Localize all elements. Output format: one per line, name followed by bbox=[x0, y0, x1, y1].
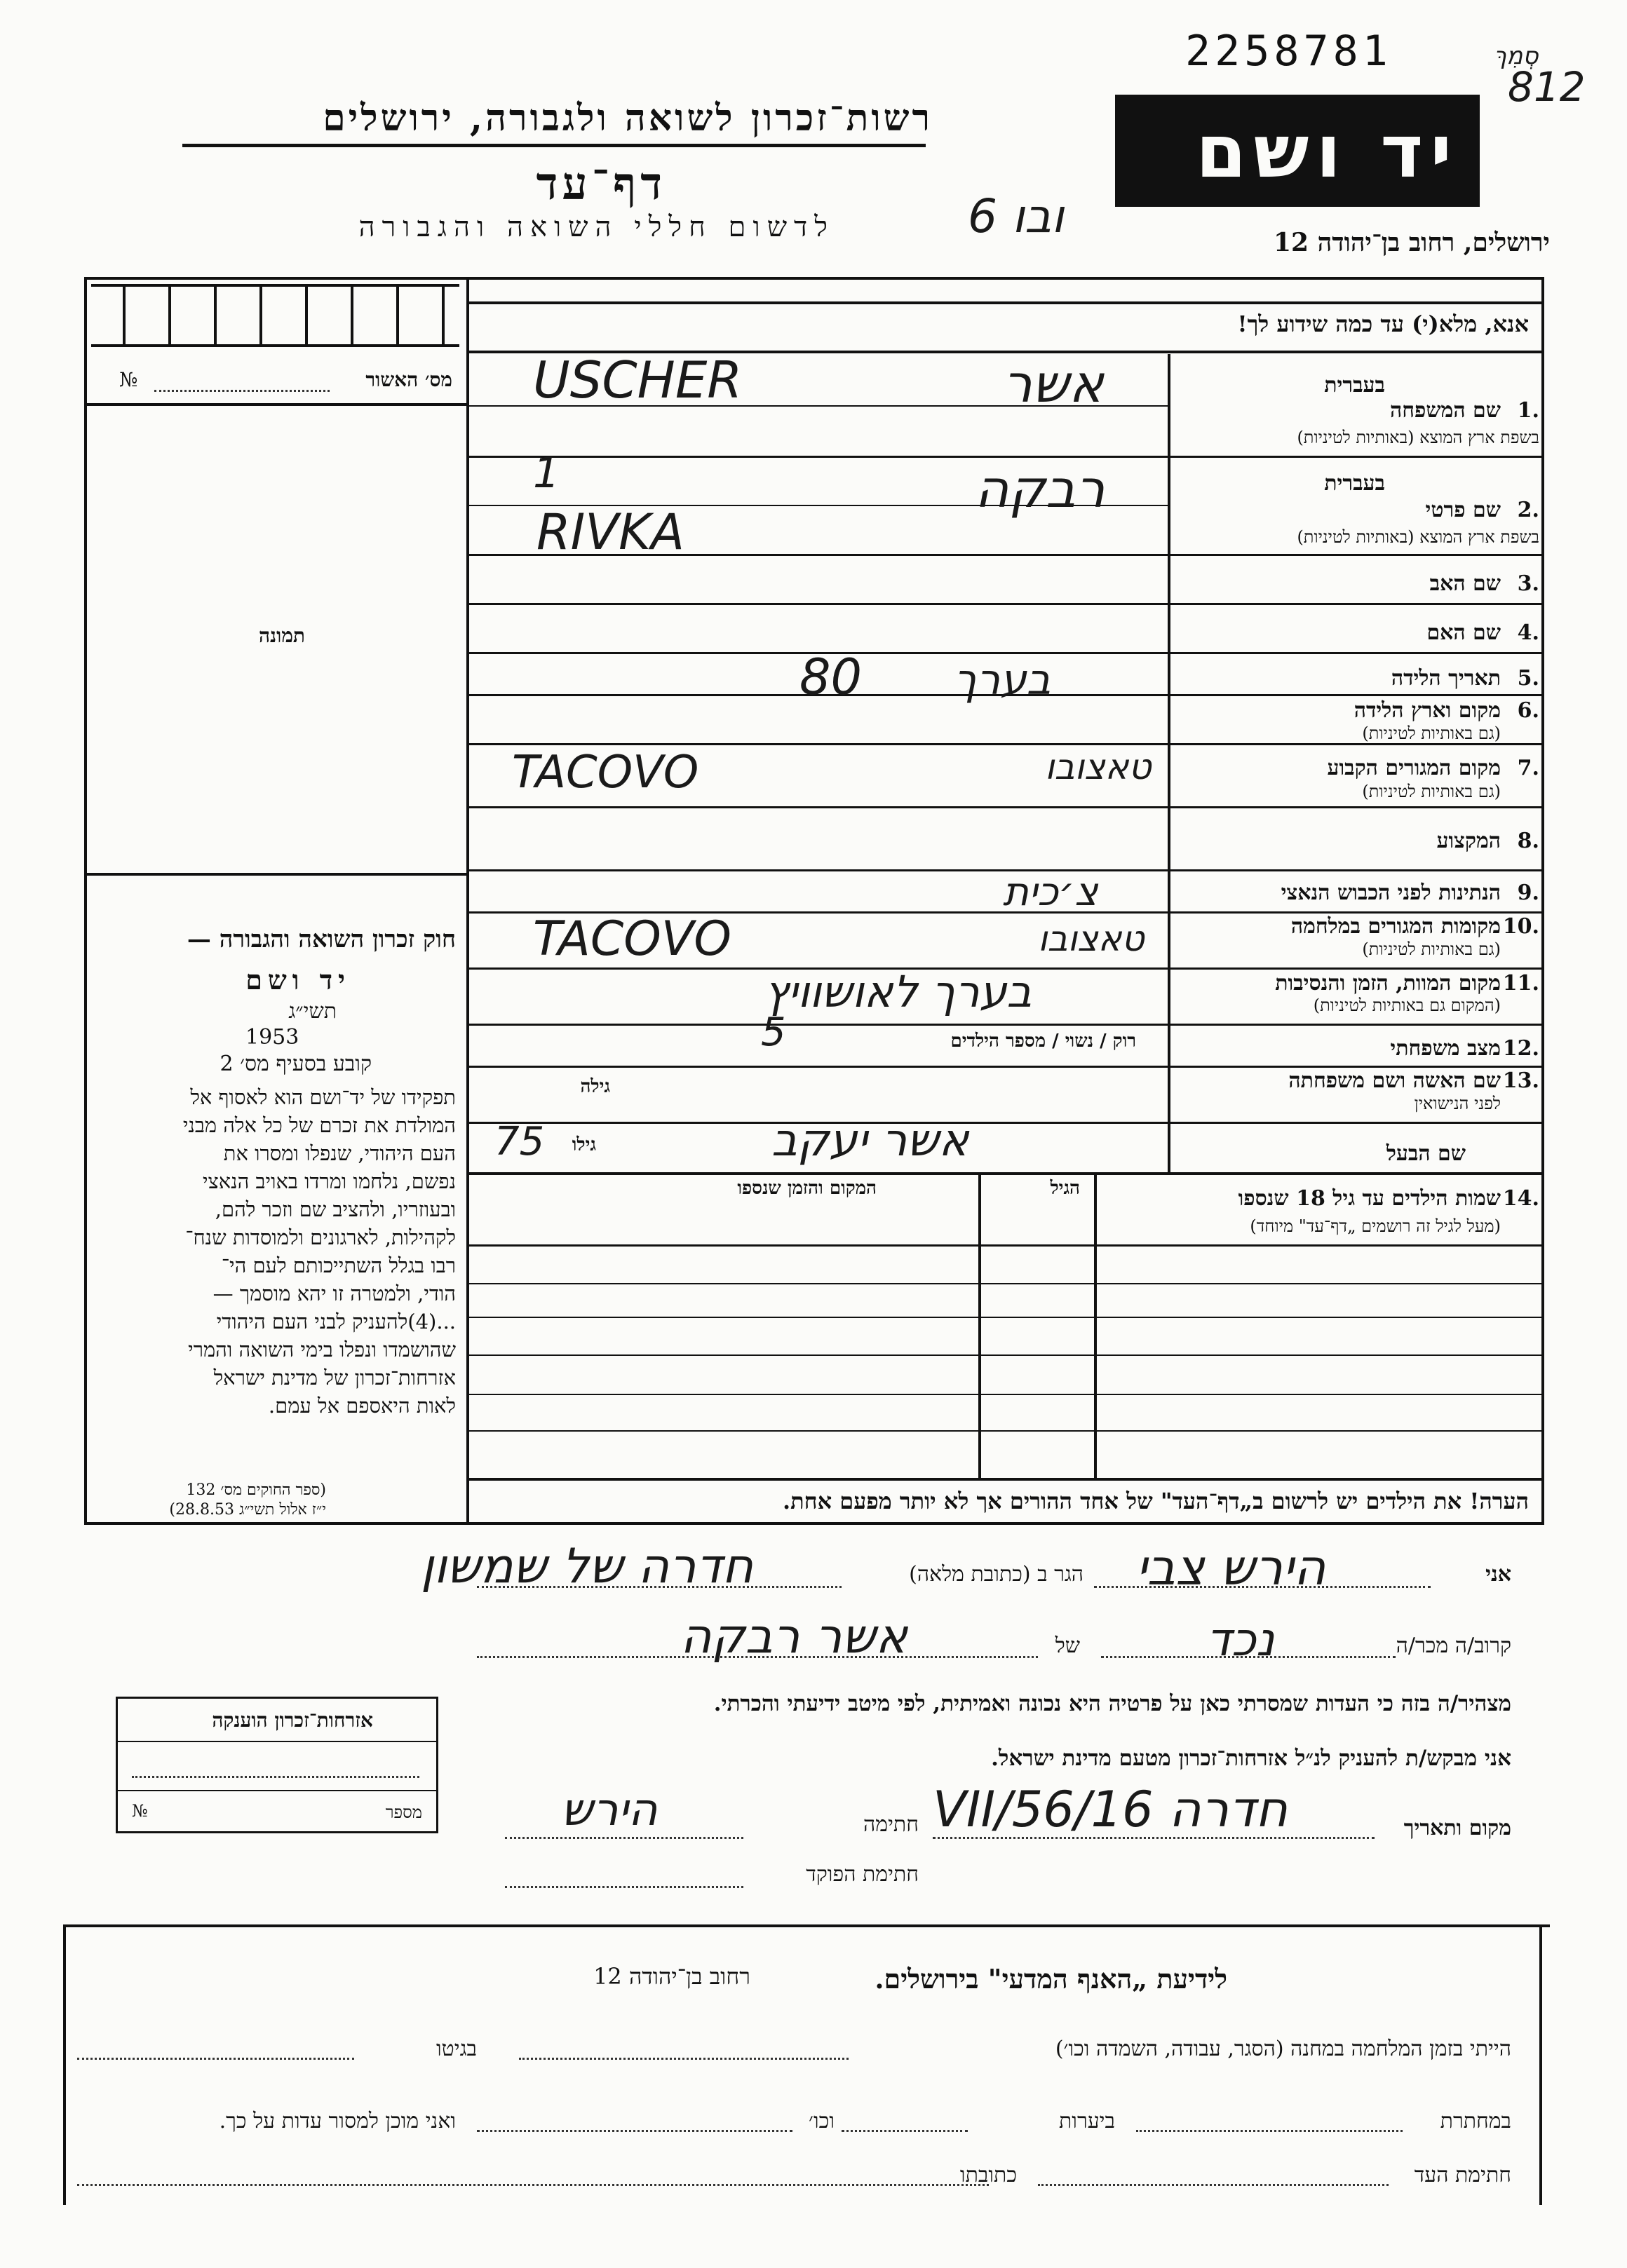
row-line bbox=[469, 806, 1544, 808]
field-4-label: שם האם bbox=[1426, 620, 1501, 645]
law-reference: (ספר החוקים מס׳ 132 bbox=[186, 1481, 326, 1499]
row-line bbox=[469, 1024, 1544, 1026]
hw-place-date: חדרה 16/VII/56 bbox=[933, 1781, 1288, 1838]
field-13-number: 13. bbox=[1502, 1068, 1539, 1093]
top-rule bbox=[466, 301, 1544, 304]
field-9-label: הנתינות לפני הכבוש הנאצי bbox=[1281, 881, 1501, 905]
hw-surname-hebrew: אשר bbox=[1003, 354, 1104, 414]
children-row bbox=[469, 1430, 1544, 1432]
children-col-divider bbox=[1094, 1175, 1097, 1480]
photo-box-top bbox=[84, 403, 466, 406]
photo-label: תמונה bbox=[258, 624, 305, 647]
children-row bbox=[469, 1317, 1544, 1318]
law-text: תפקידו של יד־ושם הוא לאסוף אל המולדת את זכרם של כל אלה מבני העם היהודי, שנפלו ומסרו את נפשם, נלחמו ומרדו באויב הנאצי ובעוזריו, ולהציב שם וזכר להם, לקהילות, לארגונים ולמוסדות שנח־ רבו בגלל השתייכותם לעם הי־ הודי, ולמטרה זו יהא מוסמך — ...(4)להעניק לבני העם היהודי שהושמדו ונפלו בימי השואה והמרי אזרחות־זכרון של מדינת ישראל לאות היאספם אל עמם. bbox=[182, 1085, 456, 1418]
field-6-sub: (גם באותיות לטיניות) bbox=[1362, 724, 1501, 743]
approval-label: מס׳ האשור bbox=[365, 368, 452, 391]
footer-frame-right bbox=[1539, 1924, 1542, 2205]
hw-residence-hebrew: טאצובו bbox=[1045, 747, 1152, 787]
hw-first-mark: 1 bbox=[533, 449, 560, 498]
wife-age-label: גילה bbox=[580, 1076, 610, 1097]
hw-husband-age: 75 bbox=[494, 1119, 545, 1164]
footer-address: רחוב בן־יהודה 12 bbox=[593, 1963, 750, 1990]
footer-title: לידיעת „האנף המדעי" בירושלים. bbox=[875, 1963, 1227, 1995]
hw-surname-latin: USCHER bbox=[533, 351, 743, 409]
husband-label: שם הבעל bbox=[1386, 1141, 1466, 1166]
hw-citizenship: צ׳כית bbox=[1003, 869, 1098, 915]
field-12-label: מצב משפחתי bbox=[1390, 1036, 1501, 1061]
footer-ghetto-line bbox=[77, 2058, 354, 2060]
hw-witness-address: חדרה של שמשון bbox=[421, 1539, 754, 1594]
hw-wartime-latin: TACOVO bbox=[533, 911, 731, 967]
field-6-label: מקום וארץ הלידה bbox=[1353, 698, 1501, 723]
children-table-bottom bbox=[469, 1478, 1544, 1481]
row-line bbox=[469, 652, 1544, 654]
hw-husband: אשר יעקב bbox=[771, 1115, 969, 1167]
address: ירושלים, רחוב בן־יהודה 12 bbox=[1273, 228, 1550, 257]
field-7-sub: (גם באותיות לטיניות) bbox=[1362, 782, 1501, 801]
row-line bbox=[469, 603, 1544, 605]
field-13-label: שם האשה ושם משפחתה bbox=[1288, 1068, 1501, 1093]
law-reference-date: י״ז אלול תשי״ג 28.8.53) bbox=[169, 1501, 326, 1519]
field-7-number: 7. bbox=[1517, 756, 1539, 780]
decl-official-signature: חתימת הפוקד bbox=[806, 1862, 919, 1887]
field-2-label: שם פרטי bbox=[1425, 498, 1501, 522]
footer-underground: במחתרת bbox=[1440, 2109, 1511, 2133]
hw-witness-signature: הירש bbox=[561, 1784, 658, 1836]
footer-address-label: כתובתו bbox=[959, 2163, 1017, 2187]
field-2-side: בעברית bbox=[1324, 471, 1385, 496]
footer-ghetto: בגיטו bbox=[436, 2037, 477, 2061]
field-11-label: מקום המוות, הזמן והנסיבות bbox=[1275, 971, 1501, 996]
footer-frame-left bbox=[63, 1924, 66, 2205]
row-line bbox=[469, 1122, 1544, 1124]
hw-first-latin: RIVKA bbox=[536, 503, 684, 561]
hw-first-hebrew: רבקה bbox=[975, 459, 1105, 520]
field-4-number: 4. bbox=[1517, 620, 1539, 645]
field-10-number: 10. bbox=[1502, 914, 1539, 939]
law-name: יד ושם bbox=[245, 964, 351, 996]
decl-i: אני bbox=[1485, 1562, 1511, 1587]
field-2-sub: בשפת ארץ המוצא (באותיות לטיניות) bbox=[1297, 527, 1539, 547]
children-col-divider bbox=[978, 1175, 981, 1480]
row-line bbox=[469, 1066, 1544, 1068]
citizenship-box-number: מספר bbox=[385, 1802, 422, 1822]
footer-forests: ביערות bbox=[1058, 2109, 1115, 2133]
photo-box-bottom bbox=[84, 873, 466, 876]
field-7-label: מקום המגורים הקבוע bbox=[1327, 756, 1501, 780]
children-number: 14. bbox=[1502, 1186, 1539, 1211]
hw-relation-of: אשר רבקה bbox=[680, 1609, 907, 1664]
law-year: 1953 bbox=[245, 1025, 299, 1050]
field-2-number: 2. bbox=[1517, 498, 1539, 522]
decl-resides: הגר ב (כתובת מלאה) bbox=[909, 1562, 1083, 1587]
footer-address-line bbox=[77, 2184, 989, 2186]
decl-signature: חתימה bbox=[863, 1812, 919, 1837]
footer-witness-signature: חתימת העד bbox=[1414, 2163, 1511, 2187]
field-9-number: 9. bbox=[1517, 881, 1539, 905]
field-3-label: שם האב bbox=[1429, 571, 1501, 596]
form-subtitle: לדשום חללי השואה והגבורה bbox=[358, 211, 835, 243]
yad-vashem-logo: יד ושם bbox=[1115, 95, 1480, 207]
corner-handwritten-note: סְמִךּ bbox=[1494, 42, 1539, 70]
label-column-divider bbox=[1168, 354, 1170, 1174]
reference-boxes bbox=[91, 284, 459, 347]
hw-birth-hebrew: בערך bbox=[954, 656, 1051, 705]
field-6-number: 6. bbox=[1517, 698, 1539, 723]
citizenship-box-no: № bbox=[132, 1801, 148, 1821]
field-1-sub: בשפת ארץ המוצא (באותיות לטיניות) bbox=[1297, 428, 1539, 447]
row-line bbox=[469, 1172, 1544, 1175]
children-row bbox=[469, 1394, 1544, 1395]
law-section: קובע בסעיף מס׳ 2 bbox=[220, 1052, 372, 1076]
law-title: חוק זכרון השואה והגבורה — bbox=[187, 925, 456, 953]
left-panel-divider bbox=[466, 277, 469, 1525]
field-3-number: 3. bbox=[1517, 571, 1539, 596]
corner-handwritten-number: 812 bbox=[1508, 63, 1586, 111]
serial-number: 2258781 bbox=[1185, 27, 1392, 76]
field-5-number: 5. bbox=[1517, 666, 1539, 691]
decl-official-line bbox=[505, 1886, 743, 1888]
footer-etc-line bbox=[477, 2130, 792, 2132]
field-1-number: 1. bbox=[1517, 398, 1539, 423]
row-line bbox=[469, 456, 1544, 458]
children-row bbox=[469, 1354, 1544, 1356]
hw-birth-number: 80 bbox=[799, 649, 863, 706]
children-row bbox=[469, 1244, 1544, 1247]
hw-death: בערך לאושוויץ bbox=[764, 966, 1032, 1017]
husband-age-label: גילו bbox=[572, 1134, 596, 1155]
citizenship-box bbox=[116, 1697, 438, 1833]
footer-camp-line bbox=[519, 2058, 849, 2060]
field-5-label: תאריך הלידה bbox=[1391, 666, 1501, 691]
law-year-hebrew: תשי״ג bbox=[288, 999, 337, 1024]
decl-request: אני מבקש/ת להעניק לנ״ל אזרחות־זכרון מטעם מדינת ישראל. bbox=[991, 1746, 1511, 1771]
field-8-label: המקצוע bbox=[1436, 829, 1501, 853]
footer-forests-line bbox=[842, 2130, 968, 2132]
footer-underground-line bbox=[1136, 2130, 1403, 2132]
hw-relation: נכד bbox=[1206, 1612, 1275, 1666]
field-1-side: בעברית bbox=[1324, 373, 1385, 398]
field-10-label: מקומות המגורים במלחמה bbox=[1290, 914, 1501, 939]
field-11-number: 11. bbox=[1502, 971, 1539, 996]
field-8-number: 8. bbox=[1517, 829, 1539, 853]
field-10-sub: (גם באותיות לטיניות) bbox=[1362, 939, 1501, 959]
decl-relative: קרוב/ה מכר/ה bbox=[1396, 1634, 1511, 1658]
decl-signature-line bbox=[505, 1837, 743, 1839]
children-col-age: הגיל bbox=[1050, 1178, 1080, 1199]
children-sub: (מעל לגיל זה רושמים „דף־עד" מיוחד) bbox=[1250, 1216, 1501, 1236]
hw-children-count: 5 bbox=[761, 1010, 786, 1055]
footer-witness-line bbox=[1038, 2184, 1389, 2186]
children-col-place: המקום והזמן שנספו bbox=[737, 1178, 877, 1199]
handwritten-mark: 6 ובו bbox=[968, 189, 1065, 243]
footer-etc: וכו׳ bbox=[809, 2109, 835, 2133]
authority-underline bbox=[182, 144, 926, 147]
authority-title: רשות־זכרון לשואה ולגבורה, ירושלים bbox=[323, 97, 933, 140]
field-11-sub: (המקום גם באותיות לטיניות) bbox=[1313, 996, 1501, 1015]
intro-text: אנא, מלא(י) עד כמה שידוע לך! bbox=[1237, 311, 1529, 337]
decl-of: של bbox=[1055, 1634, 1080, 1658]
children-label: שמות הילדים עד גיל 18 שנספו bbox=[1238, 1186, 1501, 1211]
footer-divider bbox=[63, 1924, 1550, 1927]
decl-place-date: מקום ותאריך bbox=[1403, 1816, 1511, 1840]
note-text: הערה! את הילדים יש לרשום ב„דף־העד" של אחד ההורים אך לא יותר מפעם אחת. bbox=[782, 1488, 1529, 1514]
citizenship-box-title: אזרחות־זכרון הוענקה bbox=[212, 1709, 373, 1732]
field-12-number: 12. bbox=[1502, 1036, 1539, 1061]
approval-line bbox=[154, 390, 330, 392]
children-row bbox=[469, 1283, 1544, 1284]
decl-statement: מצהיר/ה בזה כי העדות שמסרתי כאן על פרטיה היא נכונה ואמיתית, לפי מיטב ידיעתי והכרתי. bbox=[713, 1691, 1511, 1716]
footer-testify: ואני מוכן למסור עדות על כך. bbox=[219, 2109, 456, 2133]
field-1-label: שם המשפחה bbox=[1389, 398, 1501, 423]
footer-camp: הייתי בזמן המלחמה במחנה (הסגר, עבודה, השמדה וכו׳) bbox=[1055, 2037, 1511, 2061]
approval-no: № bbox=[119, 368, 138, 391]
hw-witness-name: הירש צבי bbox=[1136, 1539, 1326, 1596]
form-title: דף־עד bbox=[536, 158, 666, 210]
marital-options: רוק / נשוי / מספר הילדים bbox=[950, 1031, 1136, 1052]
hw-wartime-hebrew: טאצובו bbox=[1038, 918, 1145, 959]
hw-residence-latin: TACOVO bbox=[512, 747, 699, 799]
field-13-sub: לפני הנישואין bbox=[1414, 1094, 1501, 1113]
